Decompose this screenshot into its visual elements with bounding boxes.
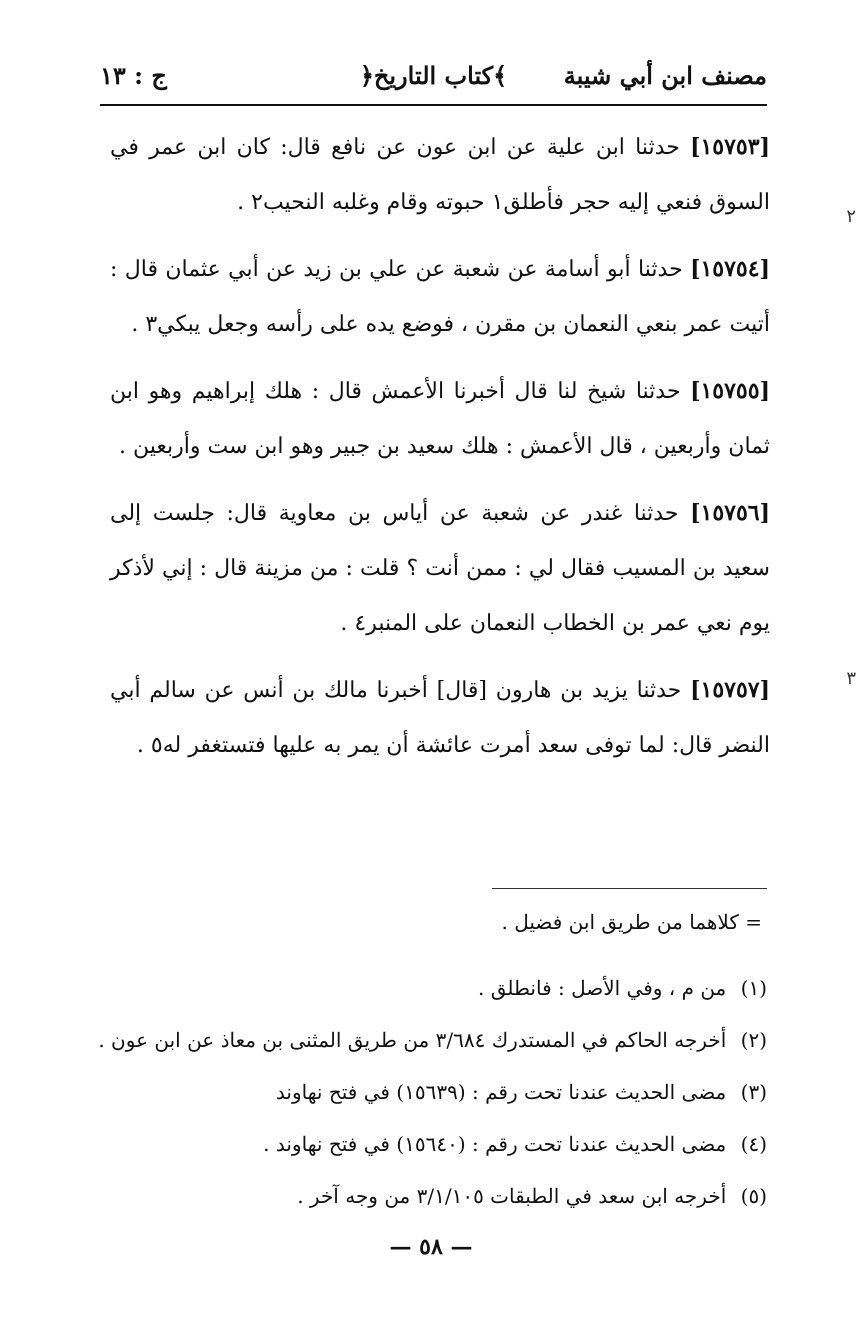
footnote-marker: (٣) — [740, 1080, 767, 1104]
hadith-number: [١٥٧٥٦] — [690, 500, 771, 526]
footnote — [98, 1014, 767, 1066]
footnote-continuation: = كلاهما من طريق ابن فضيل . — [501, 910, 762, 934]
footnote — [105, 1118, 767, 1170]
hadith-number: [١٥٧٥٥] — [690, 378, 770, 404]
footnote — [105, 962, 767, 1014]
hadith-paragraph — [110, 242, 770, 352]
hadith-paragraph — [110, 663, 770, 773]
hadith-text: حدثنا ابن علية عن ابن عون عن نافع قال: كان ابن عمر في السوق فنعي إليه حجر فأطلق١ حبوته وقام وغلبه النحيب٢ . — [110, 135, 770, 215]
footnote-marker: (٥) — [740, 1184, 767, 1208]
volume-label: ج : ١٣ — [100, 61, 167, 90]
main-text — [110, 120, 770, 785]
footnote — [105, 1170, 767, 1222]
section-title: ﴿كتاب التاريخ﴾ — [359, 61, 508, 90]
footnotes — [98, 962, 767, 1222]
footnote — [105, 1066, 767, 1118]
footnote-text: أخرجه ابن سعد في الطبقات ٣/١/١٠٥ من وجه آخر . — [297, 1184, 727, 1208]
running-header — [100, 56, 767, 102]
hadith-paragraph — [110, 364, 770, 474]
margin-mark: ٣ — [846, 668, 856, 689]
hadith-text: حدثنا غندر عن شعبة عن أياس بن معاوية قال: جلست إلى سعيد بن المسيب فقال لي : ممن أنت ؟ قلت : من مزينة قال : إني لأذكر يوم نعي عمر بن الخطاب النعمان على المنبر٤ . — [110, 501, 770, 636]
footnote-text: أخرجه الحاكم في المستدرك ٣/٦٨٤ من طريق المثنى بن معاذ عن ابن عون . — [98, 1028, 727, 1052]
footnote-rule — [492, 888, 767, 889]
footnote-text: مضى الحديث عندنا تحت رقم : (١٥٦٣٩) في فتح نهاوند — [275, 1080, 727, 1104]
header-rule — [100, 104, 767, 106]
hadith-paragraph — [110, 120, 770, 230]
footnote-text: مضى الحديث عندنا تحت رقم : (١٥٦٤٠) في فتح نهاوند . — [263, 1132, 727, 1156]
hadith-text: حدثنا شيخ لنا قال أخبرنا الأعمش قال : هلك إبراهيم وهو ابن ثمان وأربعين ، قال الأعمش : هلك سعيد بن جبير وهو ابن ست وأربعين . — [110, 379, 770, 459]
footnote-marker: (٤) — [740, 1132, 767, 1156]
margin-mark: ٢ — [846, 206, 856, 227]
page-number: — ٥٨ — — [389, 1234, 473, 1260]
hadith-number: [١٥٧٥٤] — [690, 256, 770, 282]
book-title: مصنف ابن أبي شيبة — [563, 61, 767, 90]
footnote-marker: (١) — [740, 976, 767, 1000]
footnote-marker: (٢) — [740, 1028, 767, 1052]
hadith-number: [١٥٧٥٧] — [690, 677, 771, 703]
footnote-text: من م ، وفي الأصل : فانطلق . — [477, 976, 727, 1000]
hadith-paragraph — [110, 486, 770, 651]
hadith-text: حدثنا يزيد بن هارون [قال] أخبرنا مالك بن أنس عن سالم أبي النضر قال: لما توفى سعد أمرت عائشة أن يمر به عليها فتستغفر له٥ . — [110, 678, 770, 758]
hadith-text: حدثنا أبو أسامة عن شعبة عن علي بن زيد عن أبي عثمان قال : أتيت عمر بنعي النعمان بن مقرن ، فوضع يده على رأسه وجعل يبكي٣ . — [110, 257, 770, 337]
hadith-number: [١٥٧٥٣] — [690, 134, 770, 160]
